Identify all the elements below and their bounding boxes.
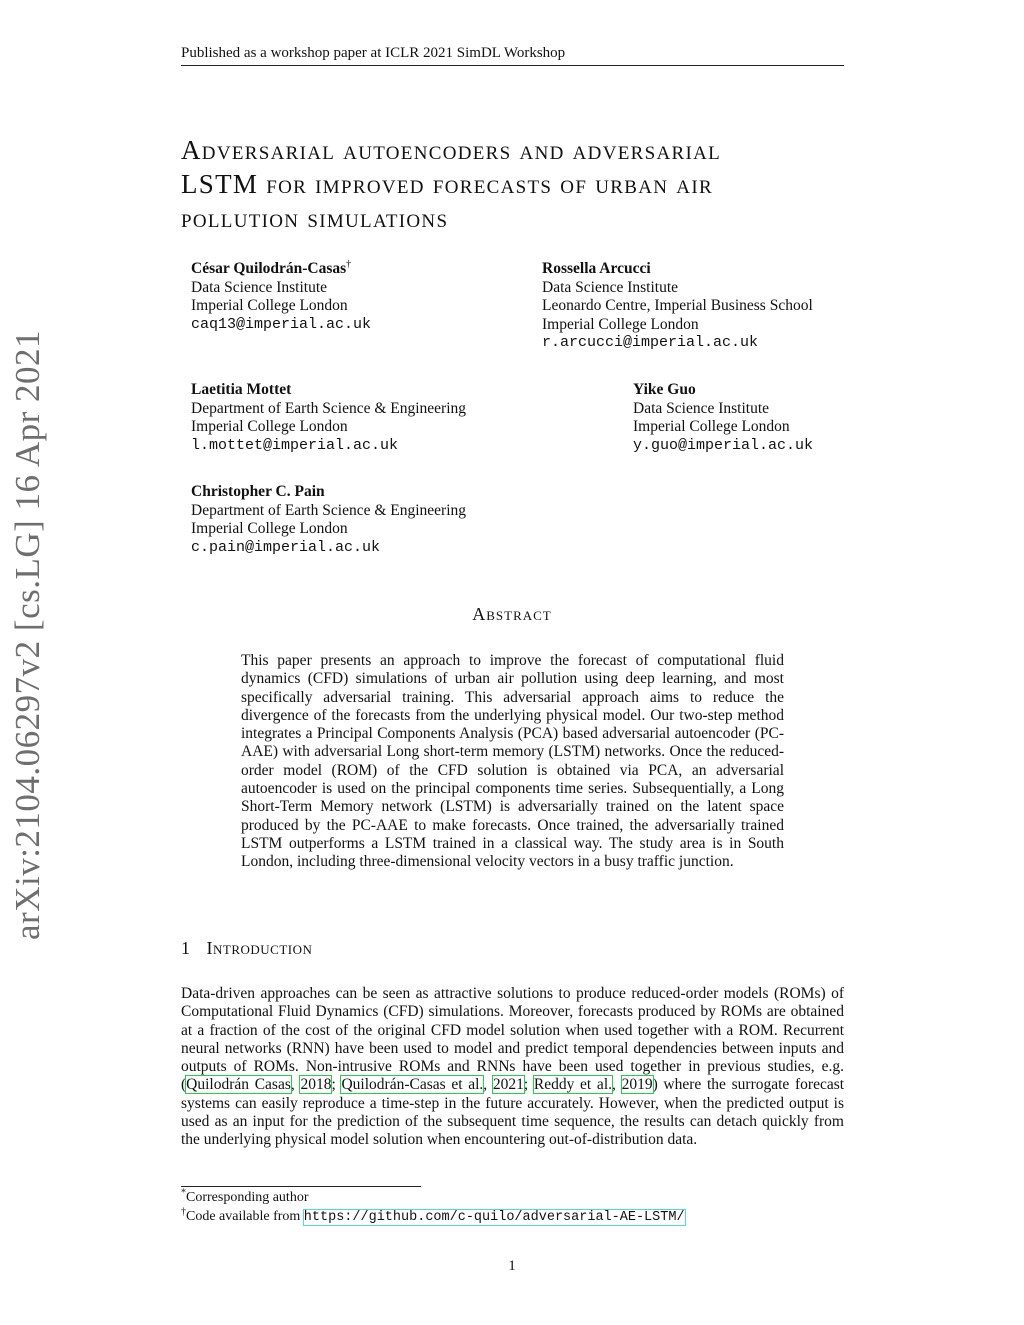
footnote-rule bbox=[181, 1186, 421, 1187]
author-block-1 bbox=[191, 260, 371, 334]
author-name: Yike Guo bbox=[633, 381, 696, 398]
author-name: César Quilodrán-Casas bbox=[191, 260, 347, 277]
footnote-text: Code available from bbox=[186, 1208, 304, 1224]
citation-separator: , bbox=[290, 1076, 301, 1094]
citation-separator: , bbox=[483, 1076, 493, 1094]
citation-separator: , bbox=[612, 1076, 622, 1094]
author-email: l.mottet@imperial.ac.uk bbox=[191, 436, 399, 454]
author-email: caq13@imperial.ac.uk bbox=[191, 315, 372, 333]
author-affiliation: Data Science Institute bbox=[191, 278, 328, 296]
abstract-text: This paper presents an approach to improve the forecast of computational fluid dynamics (CFD) simulations of urban air pollution using deep learning, and most specifically adversarial training. This adversarial approach aims to reduce the divergence of the forecasts from the underlying physical model. Our two-step method integrates a Principal Components Analysis (PCA) based adversarial autoencoder (PC-AAE) with adversarial Long short-term memory (LSTM) networks. Once the reduced-order model (ROM) of the CFD solution is obtained via PCA, an adversarial autoencoder is used on the principal components time series. Subsequentially, a Long Short-Term Memory network (LSTM) is adversarially trained on the latent space produced by the PC-AAE to make forecasts. Once trained, the adversarially trained LSTM outperforms a LSTM trained in a classical way. The study area is in South London, including three-dimensional velocity vectors in a busy traffic junction. bbox=[241, 652, 784, 871]
author-affiliation: Department of Earth Science & Engineering bbox=[191, 501, 467, 519]
paper-title bbox=[181, 133, 844, 235]
author-block-4 bbox=[633, 381, 813, 455]
title-line-1: Adversarial autoencoders and adversarial bbox=[181, 135, 722, 165]
section-number: 1 bbox=[181, 938, 191, 958]
author-affiliation: Leonardo Centre, Imperial Business School bbox=[542, 297, 813, 315]
author-affiliation: Imperial College London bbox=[191, 297, 348, 315]
author-affiliation: Imperial College London bbox=[542, 315, 699, 333]
footnote-mark: * bbox=[181, 1187, 186, 1199]
author-block-5 bbox=[191, 483, 466, 557]
author-email: c.pain@imperial.ac.uk bbox=[191, 538, 381, 556]
author-affiliation: Data Science Institute bbox=[633, 399, 770, 417]
footnote-mark: † bbox=[181, 1205, 186, 1217]
author-affiliation: Department of Earth Science & Engineering bbox=[191, 399, 467, 417]
intro-text: ) where the surrogate forecast systems can easily reproduce a time-step in the future accurately. However, when the predicted output is used as an input for the prediction of the subsequent time sequence, the results can detach quickly from the underlying physical model solution when encountering out-of-distribution data. bbox=[181, 1076, 845, 1149]
author-affiliation: Imperial College London bbox=[191, 418, 348, 436]
author-email: y.guo@imperial.ac.uk bbox=[633, 436, 814, 454]
author-name: Laetitia Mottet bbox=[191, 381, 292, 398]
author-affiliation: Imperial College London bbox=[191, 520, 348, 538]
footnotes bbox=[181, 1189, 844, 1227]
code-url-link[interactable]: https://github.com/c-quilo/adversarial-AE-LSTM/ bbox=[303, 1209, 685, 1225]
arxiv-stamp: arXiv:2104.06297v2 [cs.LG] 16 Apr 2021 bbox=[8, 329, 47, 940]
introduction-paragraph bbox=[181, 985, 844, 1150]
section-heading-introduction bbox=[181, 938, 312, 959]
citation-link[interactable]: 2019 bbox=[621, 1076, 653, 1094]
section-title: Introduction bbox=[206, 938, 313, 958]
citation-link[interactable]: 2018 bbox=[300, 1076, 332, 1094]
author-name: Christopher C. Pain bbox=[191, 483, 325, 500]
author-footnote-mark: † bbox=[346, 258, 352, 270]
title-line-3: pollution simulations bbox=[181, 203, 449, 233]
citation-separator: ; bbox=[523, 1076, 534, 1094]
author-block-3 bbox=[191, 381, 466, 455]
title-line-2: LSTM for improved forecasts of urban air bbox=[181, 169, 713, 199]
footnote-text: Corresponding author bbox=[186, 1190, 309, 1205]
author-email: r.arcucci@imperial.ac.uk bbox=[542, 334, 759, 352]
footnote-1 bbox=[181, 1189, 844, 1208]
page-number: 1 bbox=[508, 1258, 516, 1274]
author-name: Rossella Arcucci bbox=[542, 260, 651, 277]
citation-link[interactable]: Quilodrán Casas bbox=[186, 1076, 291, 1094]
footnote-2 bbox=[181, 1205, 844, 1228]
author-affiliation: Data Science Institute bbox=[542, 278, 679, 296]
intro-text: Data-driven approaches can be seen as attractive solutions to produce reduced-order models (ROMs) of Computational Fluid Dynamics (CFD) simulations. Moreover, forecasts produced by ROMs are obtained at a fraction of the cost of the original CFD model solution when used together with a ROM. Recurrent neural networks (RNN) have been used to model and predict temporal dependencies between inputs and outputs of ROMs. Non-intrusive ROMs and RNNs have been used together in previous studies, e.g. ( bbox=[181, 985, 844, 1094]
running-head: Published as a workshop paper at ICLR 2021 SimDL Workshop bbox=[181, 44, 844, 66]
author-affiliation: Imperial College London bbox=[633, 418, 790, 436]
citation-link[interactable]: 2021 bbox=[492, 1076, 524, 1094]
citation-separator: ; bbox=[331, 1076, 342, 1094]
citation-link[interactable]: Quilodrán-Casas et al. bbox=[341, 1076, 484, 1094]
citation-link[interactable]: Reddy et al. bbox=[533, 1076, 612, 1094]
author-block-2 bbox=[542, 260, 813, 353]
abstract-heading: Abstract bbox=[472, 604, 552, 624]
